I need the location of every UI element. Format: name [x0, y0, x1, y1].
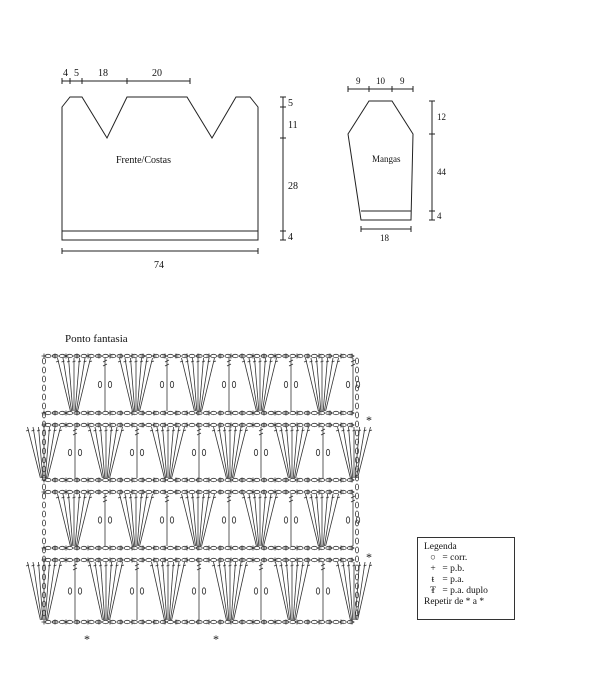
- chain-stitch: [346, 517, 349, 523]
- stitch-tick: [326, 497, 329, 498]
- stitch-tick: [178, 565, 181, 566]
- stitch-tick: [285, 430, 288, 431]
- sleeve-right-dim-3: 4: [437, 211, 442, 221]
- chain-stitch: [146, 620, 152, 623]
- chain-stitch: [355, 511, 358, 517]
- front-top-dim-4: 20: [152, 68, 162, 79]
- front-right-dim-3: 28: [288, 181, 298, 192]
- chain-stitch: [146, 478, 152, 481]
- chain-stitch: [333, 620, 339, 623]
- stitch-tick: [186, 497, 189, 498]
- legend-label: = p.b.: [442, 564, 465, 574]
- chain-stitch: [189, 490, 195, 493]
- chain-stitch: [355, 601, 358, 607]
- stitch-tick: [223, 430, 226, 431]
- chain-stitch: [355, 394, 358, 400]
- chain-stitch: [326, 588, 329, 594]
- treble-crochet-icon: ₮: [430, 586, 436, 596]
- stitch-tick: [280, 565, 283, 566]
- chain-stitch: [42, 520, 45, 526]
- stitch-tick: [342, 565, 345, 566]
- stitch-tick: [73, 497, 76, 498]
- legend-label: = corr.: [442, 553, 468, 563]
- chain-stitch: [189, 423, 195, 426]
- chain-stitch: [130, 588, 133, 594]
- stitch-tick: [208, 361, 211, 362]
- stitch-tick: [270, 497, 273, 498]
- chain-stitch: [170, 517, 173, 523]
- stitch-tick: [321, 497, 324, 498]
- chain-stitch: [355, 403, 358, 409]
- chain-stitch: [326, 449, 329, 455]
- chain-stitch: [355, 367, 358, 373]
- stitch-tick: [116, 430, 119, 431]
- legend-item: [424, 586, 514, 597]
- sleeve-top-dim-2: 10: [376, 76, 385, 86]
- stitch-tick: [105, 430, 108, 431]
- chain-stitch: [160, 381, 163, 387]
- legend-label: = p.a. duplo: [442, 586, 488, 596]
- chain-stitch: [124, 546, 130, 549]
- chain-stitch: [189, 620, 195, 623]
- stitch-tick: [253, 497, 256, 498]
- stitch-tick: [186, 361, 189, 362]
- chain-stitch: [355, 547, 358, 553]
- chain-stitch: [294, 381, 297, 387]
- chain-stitch: [124, 478, 130, 481]
- stitch-tick: [332, 497, 335, 498]
- chain-stitch: [232, 381, 235, 387]
- stitch-tick: [197, 497, 200, 498]
- chain-stitch: [355, 412, 358, 418]
- chain-icon: ○: [430, 553, 436, 563]
- stitch-tick: [302, 565, 305, 566]
- stitch-tick: [347, 565, 350, 566]
- chain-stitch: [232, 517, 235, 523]
- chain-stitch: [167, 423, 173, 426]
- stitch-tick: [37, 565, 40, 566]
- chain-stitch: [355, 430, 358, 436]
- stitch-chart: [26, 354, 372, 625]
- chain-stitch: [167, 411, 173, 414]
- stitch-tick: [332, 361, 335, 362]
- chain-stitch: [124, 558, 130, 561]
- stitch-tick: [310, 361, 313, 362]
- chain-stitch: [264, 588, 267, 594]
- chain-stitch: [355, 484, 358, 490]
- chain-stitch: [222, 381, 225, 387]
- chain-stitch: [42, 358, 45, 364]
- chain-stitch: [68, 588, 71, 594]
- chain-stitch: [355, 565, 358, 571]
- sleeve-top-dim-1: 9: [356, 76, 361, 86]
- chain-stitch: [355, 358, 358, 364]
- stitch-tick: [240, 565, 243, 566]
- stitch-tick: [124, 361, 127, 362]
- stitch-tick: [296, 565, 299, 566]
- stitch-tick: [191, 497, 194, 498]
- stitch-tick: [54, 565, 57, 566]
- stitch-tick: [315, 497, 318, 498]
- repeat-marker-right-bottom: *: [366, 550, 372, 564]
- stitch-tick: [78, 497, 81, 498]
- chain-stitch: [124, 423, 130, 426]
- stitch-tick: [321, 361, 324, 362]
- stitch-tick: [161, 565, 164, 566]
- chain-stitch: [355, 529, 358, 535]
- front-back-outline: [62, 97, 258, 240]
- stitch-tick: [310, 497, 313, 498]
- chain-stitch: [222, 517, 225, 523]
- stitch-tick: [259, 497, 262, 498]
- stitch-tick: [94, 565, 97, 566]
- stitch-tick: [264, 361, 267, 362]
- stitch-tick: [326, 361, 329, 362]
- chain-stitch: [189, 411, 195, 414]
- stitch-tick: [172, 430, 175, 431]
- chain-stitch: [42, 394, 45, 400]
- stitch-tick: [223, 565, 226, 566]
- front-top-dim-1: 4: [63, 68, 68, 79]
- chain-stitch: [124, 411, 130, 414]
- chain-stitch: [284, 517, 287, 523]
- sleeve-label: Mangas: [372, 154, 401, 164]
- chain-stitch: [98, 517, 101, 523]
- stitch-tick: [364, 565, 367, 566]
- stitch-tick: [99, 430, 102, 431]
- chain-stitch: [189, 354, 195, 357]
- chain-stitch: [167, 558, 173, 561]
- chain-stitch: [333, 490, 339, 493]
- chain-stitch: [202, 449, 205, 455]
- chain-stitch: [108, 517, 111, 523]
- stitch-tick: [191, 361, 194, 362]
- single-crochet-icon: +: [430, 564, 436, 574]
- chain-stitch: [146, 411, 152, 414]
- chain-stitch: [192, 449, 195, 455]
- chain-stitch: [355, 502, 358, 508]
- stitch-tick: [248, 497, 251, 498]
- stitch-tick: [110, 565, 113, 566]
- chain-stitch: [189, 558, 195, 561]
- stitch-tick: [84, 361, 87, 362]
- stitch-chart-title: Ponto fantasia: [65, 333, 128, 345]
- chain-stitch: [316, 449, 319, 455]
- repeat-marker-right-top: *: [366, 413, 372, 427]
- chain-stitch: [333, 423, 339, 426]
- stitch-tick: [218, 565, 221, 566]
- chain-stitch: [124, 620, 130, 623]
- front-right-dim-4: 4: [288, 232, 293, 243]
- chain-stitch: [146, 546, 152, 549]
- chain-stitch: [254, 588, 257, 594]
- chain-stitch: [254, 449, 257, 455]
- chain-stitch: [167, 546, 173, 549]
- front-bottom-dim: 74: [154, 260, 164, 271]
- stitch-tick: [229, 565, 232, 566]
- front-right-dim-1: 5: [288, 98, 293, 109]
- chain-stitch: [160, 517, 163, 523]
- chain-stitch: [42, 511, 45, 517]
- chain-stitch: [42, 376, 45, 382]
- stitch-tick: [353, 430, 356, 431]
- chain-stitch: [264, 449, 267, 455]
- stitch-tick: [161, 430, 164, 431]
- stitch-tick: [315, 361, 318, 362]
- stitch-tick: [62, 497, 65, 498]
- stitch-tick: [248, 361, 251, 362]
- front-right-dim-2: 11: [288, 120, 298, 131]
- chain-stitch: [333, 546, 339, 549]
- chain-stitch: [42, 403, 45, 409]
- stitch-tick: [167, 565, 170, 566]
- stitch-tick: [140, 361, 143, 362]
- stitch-tick: [167, 430, 170, 431]
- stitch-tick: [259, 361, 262, 362]
- stitch-tick: [347, 430, 350, 431]
- stitch-tick: [229, 430, 232, 431]
- chain-stitch: [68, 449, 71, 455]
- chain-stitch: [316, 588, 319, 594]
- chain-stitch: [146, 558, 152, 561]
- sleeve-right-dim-2: 44: [437, 167, 446, 177]
- stitch-tick: [364, 430, 367, 431]
- stitch-tick: [146, 361, 149, 362]
- stitch-tick: [84, 497, 87, 498]
- chain-stitch: [170, 381, 173, 387]
- stitch-tick: [296, 430, 299, 431]
- legend-title: Legenda: [424, 542, 457, 552]
- stitch-tick: [234, 430, 237, 431]
- stitch-tick: [202, 361, 205, 362]
- chain-stitch: [284, 381, 287, 387]
- stitch-tick: [62, 361, 65, 362]
- stitch-tick: [67, 497, 70, 498]
- stitch-tick: [135, 361, 138, 362]
- chain-stitch: [333, 354, 339, 357]
- chain-stitch: [333, 478, 339, 481]
- legend-label: = p.a.: [442, 575, 464, 585]
- legend-box: [417, 537, 515, 620]
- stitch-tick: [264, 497, 267, 498]
- chain-stitch: [167, 620, 173, 623]
- stitch-tick: [208, 497, 211, 498]
- stitch-tick: [202, 497, 205, 498]
- stitch-tick: [78, 361, 81, 362]
- chain-stitch: [42, 538, 45, 544]
- stitch-tick: [54, 430, 57, 431]
- chain-stitch: [42, 367, 45, 373]
- single-crochet-stitch: [42, 620, 47, 625]
- legend-item: [424, 575, 514, 586]
- chain-stitch: [42, 484, 45, 490]
- front-top-dim-3: 18: [98, 68, 108, 79]
- stitch-tick: [105, 565, 108, 566]
- chain-stitch: [124, 490, 130, 493]
- chain-stitch: [167, 490, 173, 493]
- legend-repeat-text: Repetir de * a *: [424, 597, 485, 607]
- repeat-marker-bottom-right: *: [213, 632, 219, 646]
- chain-stitch: [189, 478, 195, 481]
- chain-stitch: [346, 381, 349, 387]
- stitch-tick: [37, 430, 40, 431]
- chain-stitch: [294, 517, 297, 523]
- stitch-tick: [48, 565, 51, 566]
- stitch-tick: [110, 430, 113, 431]
- stitch-tick: [178, 430, 181, 431]
- stitch-tick: [116, 565, 119, 566]
- front-back-schematic: [62, 78, 286, 254]
- sleeve-bottom-dim: 18: [380, 233, 389, 243]
- chain-stitch: [140, 588, 143, 594]
- chain-stitch: [42, 385, 45, 391]
- stitch-tick: [124, 497, 127, 498]
- chain-stitch: [124, 354, 130, 357]
- stitch-tick: [129, 361, 132, 362]
- stitch-tick: [302, 430, 305, 431]
- stitch-tick: [129, 497, 132, 498]
- chain-stitch: [355, 421, 358, 427]
- chain-stitch: [167, 478, 173, 481]
- stitch-tick: [156, 565, 159, 566]
- chain-stitch: [140, 449, 143, 455]
- stitch-tick: [270, 361, 273, 362]
- stitch-tick: [291, 430, 294, 431]
- sleeve-right-dim-1: 12: [437, 112, 446, 122]
- chain-stitch: [202, 588, 205, 594]
- stitch-tick: [146, 497, 149, 498]
- sleeve-top-dim-3: 9: [400, 76, 405, 86]
- chain-stitch: [355, 538, 358, 544]
- chain-stitch: [98, 381, 101, 387]
- front-top-dim-2: 5: [74, 68, 79, 79]
- chain-stitch: [146, 423, 152, 426]
- stitch-tick: [234, 565, 237, 566]
- chain-stitch: [167, 354, 173, 357]
- double-crochet-icon: ŧ: [431, 575, 435, 585]
- stitch-tick: [291, 565, 294, 566]
- stitch-tick: [197, 361, 200, 362]
- chain-stitch: [42, 502, 45, 508]
- stitch-tick: [240, 430, 243, 431]
- chain-stitch: [355, 493, 358, 499]
- stitch-tick: [353, 565, 356, 566]
- stitch-tick: [73, 361, 76, 362]
- legend-item: [424, 553, 514, 564]
- chain-stitch: [78, 588, 81, 594]
- legend-item: [424, 564, 514, 575]
- chain-stitch: [42, 529, 45, 535]
- chain-stitch: [78, 449, 81, 455]
- stitch-tick: [135, 497, 138, 498]
- chain-stitch: [355, 556, 358, 562]
- chain-stitch: [333, 558, 339, 561]
- repeat-marker-bottom-left: *: [84, 632, 90, 646]
- stitch-tick: [67, 361, 70, 362]
- chain-stitch: [192, 588, 195, 594]
- stitch-tick: [99, 565, 102, 566]
- stitch-tick: [140, 497, 143, 498]
- chain-stitch: [130, 449, 133, 455]
- chain-stitch: [333, 411, 339, 414]
- chain-stitch: [146, 354, 152, 357]
- stitch-tick: [172, 565, 175, 566]
- stitch-tick: [32, 565, 35, 566]
- chain-stitch: [146, 490, 152, 493]
- stitch-tick: [285, 565, 288, 566]
- front-back-label: Frente/Costas: [116, 155, 171, 166]
- chain-stitch: [355, 376, 358, 382]
- stitch-tick: [253, 361, 256, 362]
- chain-stitch: [189, 546, 195, 549]
- chain-stitch: [108, 381, 111, 387]
- stitch-tick: [48, 430, 51, 431]
